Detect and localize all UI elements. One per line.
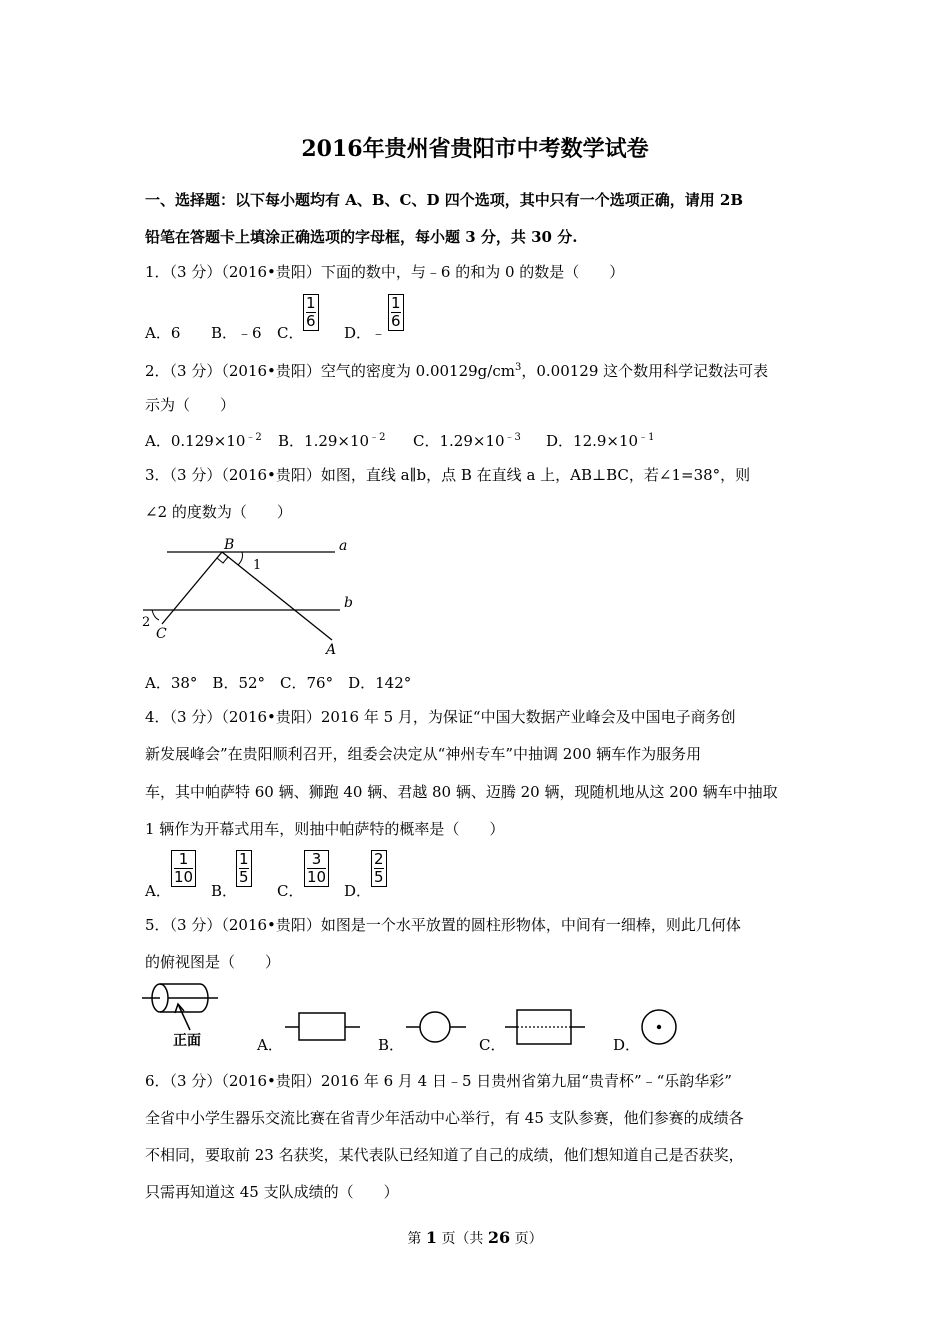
q1-option-d: D．﹣: [344, 324, 387, 342]
front-label: 正面: [173, 1033, 201, 1049]
q4-option-d-fraction: $\frac{2}{5}$: [371, 850, 387, 887]
section-heading-line2: 铅笔在答题卡上填涂正确选项的字母框，每小题 3 分，共 30 分.: [145, 228, 578, 246]
label-C: C: [156, 626, 167, 642]
q4-option-a: A．: [145, 882, 171, 900]
q2-option-b: B．$1.29\times 10^{﹣2}$: [278, 432, 386, 450]
segment-bc: [162, 552, 222, 624]
label-b: b: [344, 595, 353, 611]
label-A: A: [326, 642, 337, 658]
page-total: 26: [487, 1228, 511, 1247]
q1-option-c-fraction: $\frac{1}{6}$: [303, 294, 319, 331]
q5-option-a-figure: [285, 1012, 360, 1042]
q5-cylinder-figure: [140, 980, 230, 1050]
page-title: 2016年贵州省贵阳市中考数学试卷: [301, 136, 649, 162]
q5-stem-line2: 的俯视图是（ ）: [145, 953, 281, 971]
q4-stem-line1: 4．（3 分）（2016•贵阳）2016 年 5 月，为保证“中国大数据产业峰会及中国电子商务创: [145, 708, 736, 726]
q6-stem-line2: 全省中小学生器乐交流比赛在省青少年活动中心举行，有 45 支队参赛，他们参赛的成绩各: [145, 1109, 744, 1127]
q5-option-c: C．: [479, 1036, 506, 1054]
q6-stem-line1: 6．（3 分）（2016•贵阳）2016 年 6 月 4 日﹣5 日贵州省第九届“贵青杯”﹣“乐韵华彩”: [145, 1072, 732, 1090]
q4-option-c-fraction: $\frac{3}{10}$: [304, 850, 329, 887]
q5-option-b-figure: [406, 1010, 466, 1046]
q1-option-c: C．: [277, 324, 304, 342]
q3-stem-line1: 3．（3 分）（2016•贵阳）如图，直线 a∥b，点 B 在直线 a 上，AB⊥BC，若∠1=38°，则: [145, 466, 751, 484]
q4-option-a-fraction: $\frac{1}{10}$: [171, 850, 196, 887]
q5-stem-line1: 5．（3 分）（2016•贵阳）如图是一个水平放置的圆柱形物体，中间有一细棒，则此几何体: [145, 916, 741, 934]
arrow-line: [178, 1004, 190, 1030]
q1-option-b: B．﹣6: [211, 324, 262, 342]
q4-option-b: B．: [211, 882, 238, 900]
label-B: B: [224, 537, 235, 553]
q5-option-c-figure: [505, 1008, 585, 1046]
q6-stem-line3: 不相同，要取前 23 名获奖，某代表队已经知道了自己的成绩，他们想知道自己是否获奖，: [145, 1146, 744, 1164]
q2-stem-line1: 2．（3 分）（2016•贵阳）空气的密度为 $0.00129g/cm^3$，0.00129 这个数用科学记数法可表: [145, 362, 769, 380]
label-a: a: [339, 538, 348, 554]
label-2: 2: [142, 615, 151, 630]
q3-figure: [140, 534, 370, 659]
q1-stem: 1．（3 分）（2016•贵阳）下面的数中，与﹣6 的和为 0 的数是（ ）: [145, 263, 625, 281]
page-number: 1: [425, 1228, 437, 1247]
q5-option-a: A．: [257, 1036, 283, 1054]
q3-options: A．38° B．52° C．76° D．142°: [145, 674, 412, 692]
page-footer: 第 1 页（共 26 页）: [407, 1228, 543, 1247]
q4-stem-line2: 新发展峰会”在贵阳顺利召开，组委会决定从“神州专车”中抽调 200 辆车作为服务用: [145, 745, 702, 763]
q2-option-d: D．$12.9\times 10^{﹣1}$: [546, 432, 655, 450]
q6-stem-line4: 只需再知道这 45 支队成绩的（ ）: [145, 1183, 399, 1201]
q5-option-d-figure: [640, 1008, 680, 1048]
right-angle-mark: [217, 557, 228, 563]
section-heading-line1: 一、选择题：以下每小题均有 A、B、C、D 四个选项，其中只有一个选项正确，请用 2B: [145, 191, 744, 209]
angle-1-arc: [238, 552, 243, 565]
q4-option-b-fraction: $\frac{1}{5}$: [236, 850, 252, 887]
q1-option-d-fraction: $\frac{1}{6}$: [388, 294, 404, 331]
q2-stem-line2: 示为（ ）: [145, 396, 236, 414]
q4-stem-line3: 车，其中帕萨特 60 辆、狮跑 40 辆、君越 80 辆、迈腾 20 辆，现随机地从这 200 辆车中抽取: [145, 783, 778, 801]
label-1: 1: [253, 558, 262, 573]
q1-option-a: A．6: [145, 324, 181, 342]
q4-option-c: C．: [277, 882, 304, 900]
q5-option-b: B．: [378, 1036, 405, 1054]
q3-stem-line2: ∠2 的度数为（ ）: [145, 503, 292, 521]
angle-2-arc: [152, 610, 159, 620]
q2-option-a: A．$0.129\times 10^{﹣2}$: [145, 432, 262, 450]
q2-option-c: C．$1.29\times 10^{﹣3}$: [413, 432, 521, 450]
q4-option-d: D．: [344, 882, 372, 900]
q5-option-d: D．: [613, 1036, 641, 1054]
q4-stem-line4: 1 辆作为开幕式用车，则抽中帕萨特的概率是（ ）: [145, 820, 505, 838]
